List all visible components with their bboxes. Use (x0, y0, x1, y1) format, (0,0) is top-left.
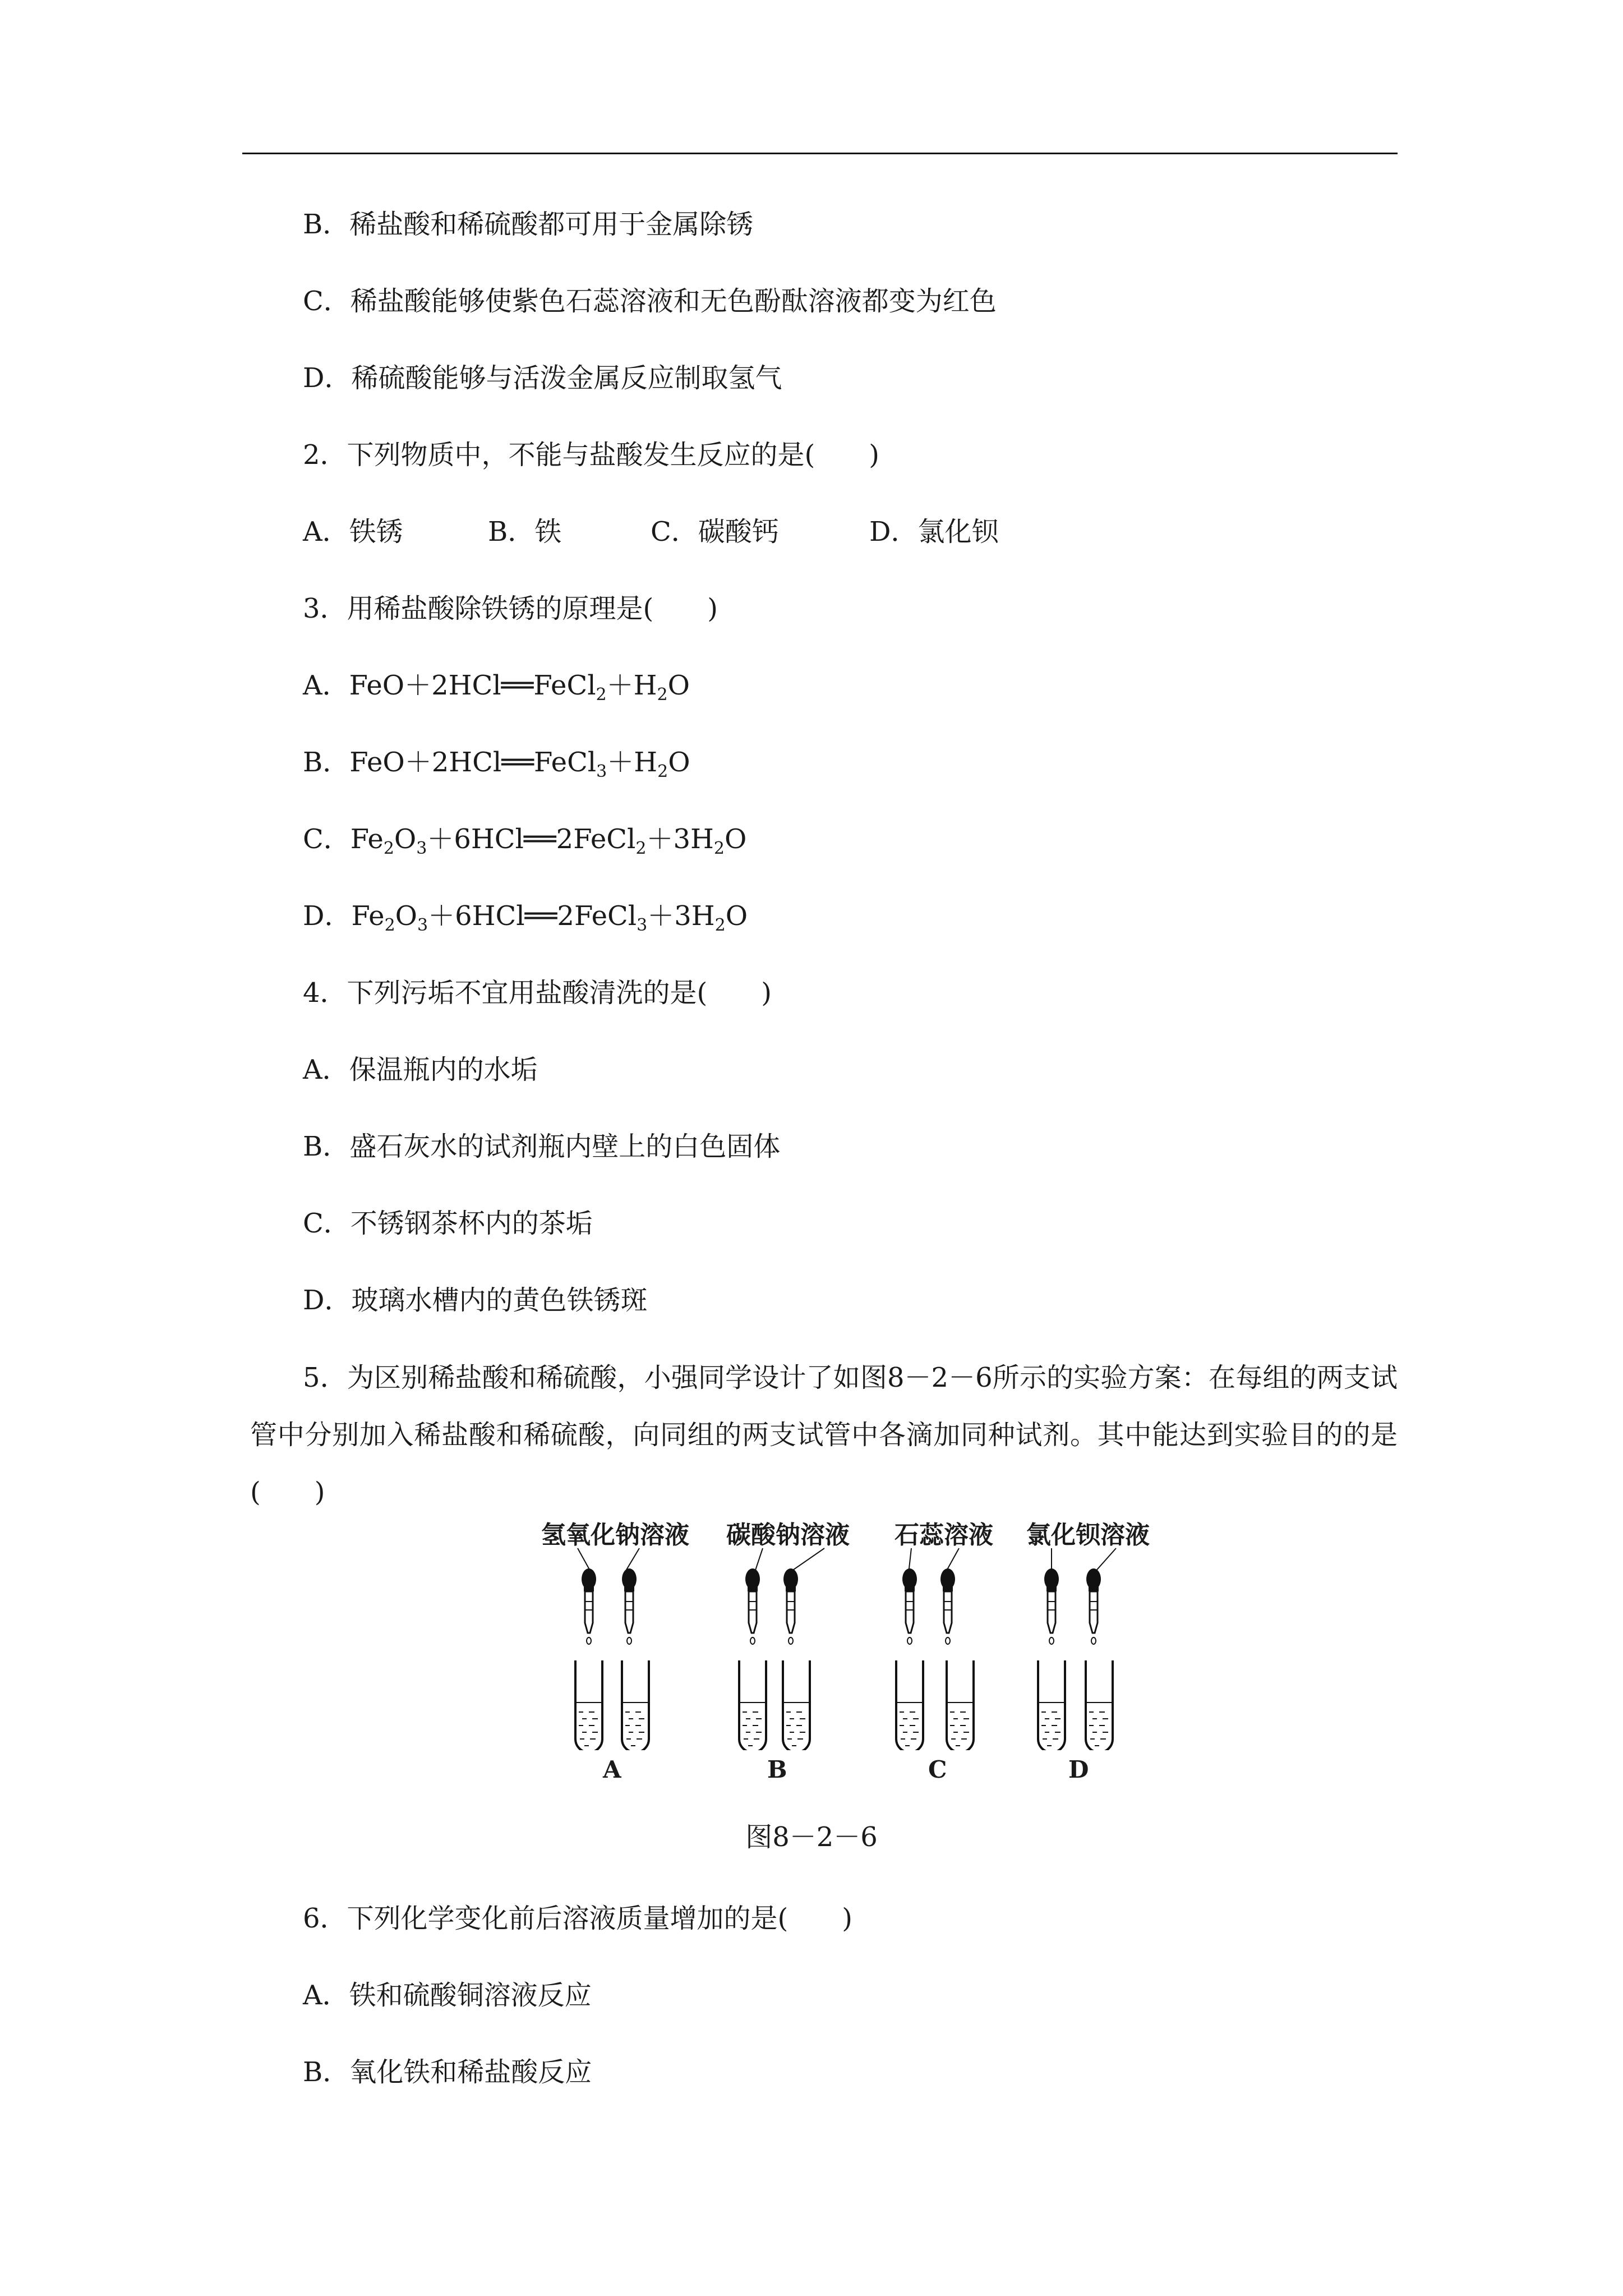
q2-option-a: A．铁锈 (303, 516, 403, 547)
set-label-c: C (928, 1756, 947, 1783)
q1-option-c: C．稀盐酸能够使紫色石蕊溶液和无色酚酞溶液都变为红色 (303, 286, 997, 317)
q1-option-d: D．稀硫酸能够与活泼金属反应制取氢气 (303, 362, 782, 394)
figure-caption: 图8－2－6 (745, 1821, 878, 1853)
q3-option-c: C．$Fe_2O_3+6HCl══2FeCl_2+3H_2O$ (303, 823, 747, 858)
apparatus-set-d (1038, 1548, 1116, 1750)
reagent-label-a: 氢氧化钠溶液 (541, 1521, 689, 1549)
q6-option-a: A．铁和硫酸铜溶液反应 (303, 1980, 592, 2011)
q2-option-d: D．氯化钡 (869, 516, 999, 547)
q4-stem: 4．下列污垢不宜用盐酸清洗的是( ) (303, 977, 772, 1009)
q1-option-b: B．稀盐酸和稀硫酸都可用于金属除锈 (303, 209, 754, 240)
q5-stem: 5．为区别稀盐酸和稀硫酸，小强同学设计了如图8－2－6所示的实验方案：在每组的两支试管中分别加入稀盐酸和稀硫酸，向同组的两支试管中各滴加同种试剂。其中能达到实验目的的是( ) (250, 1362, 1398, 1508)
q3-option-b: B．$FeO+2HCl══FeCl_3+H_2O$ (303, 747, 690, 781)
set-label-a: A (603, 1756, 621, 1783)
q3-stem: 3．用稀盐酸除铁锈的原理是( ) (303, 593, 718, 624)
q3-option-a: A．$FeO+2HCl══FeCl_2+H_2O$ (303, 670, 690, 705)
reagent-label-c: 石蕊溶液 (895, 1521, 993, 1549)
set-label-b: B (767, 1756, 787, 1783)
header-rule (242, 153, 1398, 154)
apparatus-set-c (896, 1548, 974, 1750)
q4-option-d: D．玻璃水槽内的黄色铁锈斑 (303, 1285, 648, 1316)
reagent-label-d: 氯化钡溶液 (1026, 1521, 1150, 1549)
q6-option-b: B．氧化铁和稀盐酸反应 (303, 2056, 592, 2088)
q2-options (303, 515, 999, 549)
apparatus-set-b (739, 1548, 824, 1750)
q2-option-c: C．碳酸钙 (651, 516, 779, 547)
test-tube-figure (533, 1515, 1178, 1795)
reagent-label-b: 碳酸钠溶液 (726, 1521, 850, 1549)
q3-option-d: D．$Fe_2O_3+6HCl══2FeCl_3+3H_2O$ (303, 900, 748, 935)
q4-option-b: B．盛石灰水的试剂瓶内壁上的白色固体 (303, 1131, 781, 1162)
set-label-d: D (1068, 1756, 1089, 1783)
q6-stem: 6．下列化学变化前后溶液质量增加的是( ) (303, 1903, 852, 1934)
apparatus-set-a (575, 1548, 649, 1750)
q4-option-c: C．不锈钢茶杯内的茶垢 (303, 1208, 593, 1239)
q2-option-b: B．铁 (488, 516, 562, 547)
apparatus-drawing (533, 1515, 1178, 1750)
q4-option-a: A．保温瓶内的水垢 (303, 1054, 538, 1085)
q2-stem: 2．下列物质中，不能与盐酸发生反应的是( ) (303, 439, 879, 471)
